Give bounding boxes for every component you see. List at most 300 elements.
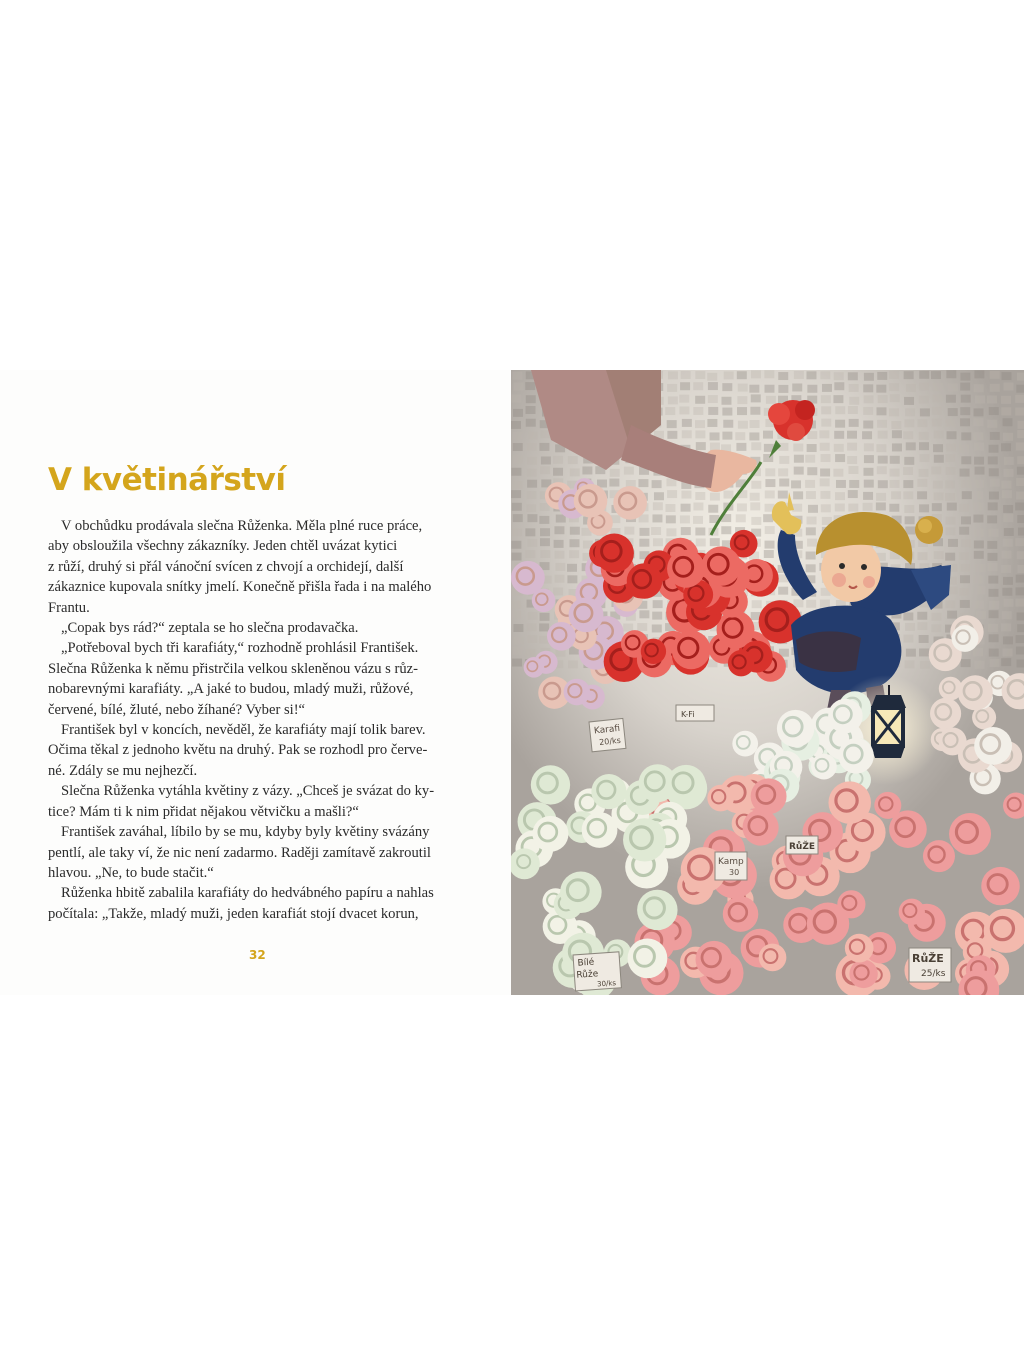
mosaic-tile [539,443,549,451]
mosaic-tile [763,431,773,439]
mosaic-tile [736,514,746,522]
mosaic-tile [652,612,662,620]
mosaic-tile [752,600,762,608]
mosaic-tile [707,419,717,427]
mosaic-tile [681,527,691,535]
mosaic-tile [974,661,984,669]
mosaic-tile [1003,539,1013,547]
mosaic-tile [820,371,830,379]
mosaic-tile [1001,551,1011,559]
mosaic-tile [1015,408,1024,416]
mosaic-tile [707,373,717,381]
mosaic-tile [947,431,957,439]
mosaic-tile [931,371,941,379]
mosaic-tile [723,420,733,428]
mosaic-tile [821,395,831,403]
mosaic-tile [833,469,843,477]
mosaic-tile [722,383,732,391]
mosaic-tile [1003,514,1013,522]
mosaic-tile [962,491,972,499]
mosaic-tile [1017,430,1024,438]
mosaic-tile [864,480,874,488]
mosaic-tile [765,490,775,498]
mosaic-tile [1017,467,1024,475]
mosaic-tile [1018,421,1024,429]
mosaic-tile [987,553,997,561]
mosaic-tile [639,528,649,536]
mosaic-tile [778,491,788,499]
mosaic-tile [806,600,816,608]
mosaic-tile [848,406,858,414]
mosaic-tile [541,456,551,464]
mosaic-tile [512,528,522,536]
mosaic-tile [848,372,858,380]
sign-kamp-price: 30 [729,868,740,877]
mosaic-tile [1017,373,1024,381]
mosaic-tile [1016,478,1024,486]
mosaic-tile [765,479,775,487]
mosaic-tile [708,505,718,513]
text-line: nobarevnými karafiáty. „A jaké to budou, mladý muži, růžové, [48,681,414,698]
mosaic-tile [834,372,844,380]
mosaic-tile [849,419,859,427]
mosaic-tile [987,563,997,571]
mosaic-tile [919,442,929,450]
mosaic-tile [807,516,817,524]
mosaic-tile [555,575,565,583]
mosaic-tile [511,601,521,609]
story-text [48,516,466,924]
mosaic-tile [960,373,970,381]
mosaic-tile [961,456,971,464]
mosaic-tile [526,649,536,657]
mosaic-tile [751,481,761,489]
mosaic-tile [679,406,689,414]
mosaic-tile [525,528,535,536]
mosaic-tile [864,395,874,403]
mosaic-tile [876,385,886,393]
mosaic-tile [751,394,761,402]
mosaic-tile [919,432,929,440]
mosaic-tile [666,515,676,523]
mosaic-tile [878,480,888,488]
mosaic-tile [1001,658,1011,666]
mosaic-tile [652,514,662,522]
mosaic-tile [511,468,521,476]
mosaic-tile [931,613,941,621]
mosaic-tile [737,371,747,379]
mosaic-tile [1016,635,1024,643]
mosaic-tile [807,385,817,393]
mosaic-tile [989,634,999,642]
mosaic-tile [822,384,832,392]
mosaic-tile [1017,565,1024,573]
sign-karafiaty-label: Karafi [593,723,621,737]
mosaic-tile [710,493,720,501]
mosaic-tile [540,528,550,536]
mosaic-tile [959,552,969,560]
mosaic-tile [878,456,888,464]
mosaic-tile [806,491,816,499]
mosaic-tile [1004,599,1014,607]
mosaic-tile [778,372,788,380]
mosaic-tile [947,503,957,511]
mosaic-tile [848,504,858,512]
mosaic-tile [920,661,930,669]
mosaic-tile [527,491,537,499]
mosaic-tile [807,539,817,547]
mosaic-tile [919,469,929,477]
mosaic-tile [665,504,675,512]
mosaic-tile [765,468,775,476]
mosaic-tile [527,539,537,547]
mosaic-tile [904,419,914,427]
mosaic-tile [959,588,969,596]
mosaic-tile [1001,565,1011,573]
mosaic-tile [525,382,535,390]
mosaic-tile [750,420,760,428]
mosaic-tile [987,395,997,403]
mosaic-tile [890,480,900,488]
text-line: Růženka hbitě zabalila karafiáty do hedvábného papíru a nahlas [61,885,434,902]
mosaic-tile [512,503,522,511]
mosaic-tile [526,395,536,403]
mosaic-tile [974,529,984,537]
mosaic-tile [623,624,633,632]
mosaic-tile [960,407,970,415]
mosaic-tile [819,430,829,438]
mosaic-tile [654,492,664,500]
mosaic-tile [933,444,943,452]
mosaic-tile [903,491,913,499]
mosaic-tile [651,527,661,535]
mosaic-tile [1003,469,1013,477]
mosaic-tile [961,395,971,403]
mosaic-tile [1015,395,1024,403]
mosaic-tile [511,611,521,619]
text-line: z růží, druhý si přál vánoční svícen z chvojí a orchidejí, další [48,558,404,575]
mosaic-tile [903,431,913,439]
mosaic-tile [947,611,957,619]
mosaic-tile [1001,396,1011,404]
mosaic-tile [554,526,564,534]
mosaic-tile [959,445,969,453]
mosaic-tile [792,383,802,391]
mosaic-tile [710,443,720,451]
mosaic-tile [836,480,846,488]
sign-kafi [676,705,714,721]
text-line: František zaváhal, líbilo by se mu, kdyby byly květiny svázány [61,824,430,841]
mosaic-tile [945,553,955,561]
mosaic-tile [738,421,748,429]
mosaic-tile [568,660,578,668]
mosaic-tile [904,371,914,379]
mosaic-tile [1017,659,1024,667]
mosaic-tile [990,371,1000,379]
mosaic-tile [624,527,634,535]
mosaic-tile [919,371,929,379]
mosaic-tile [514,637,524,645]
mosaic-tile [905,516,915,524]
mosaic-tile [973,432,983,440]
sign-kamp [715,852,747,880]
mosaic-tile [527,469,537,477]
mosaic-tile [988,576,998,584]
mosaic-tile [1003,418,1013,426]
mosaic-tile [1003,505,1013,513]
mosaic-tile [808,505,818,513]
mosaic-tile [736,443,746,451]
mosaic-tile [931,624,941,632]
mosaic-tile [934,455,944,463]
mosaic-tile [945,480,955,488]
mosaic-tile [891,491,901,499]
mosaic-tile [696,442,706,450]
mosaic-tile [889,383,899,391]
mosaic-tile [553,468,563,476]
mosaic-tile [610,469,620,477]
mosaic-tile [890,469,900,477]
mosaic-tile [932,394,942,402]
mosaic-tile [906,442,916,450]
text-line: hlavou. „Ne, to bude stačit.“ [48,864,214,881]
mosaic-tile [989,610,999,618]
mosaic-tile [989,407,999,415]
mosaic-tile [695,527,705,535]
mosaic-tile [750,493,760,501]
mosaic-tile [1001,372,1011,380]
mosaic-tile [513,432,523,440]
mosaic-tile [904,505,914,513]
mosaic-tile [974,370,984,378]
mosaic-tile [1017,515,1024,523]
mosaic-tile [708,407,718,415]
mosaic-tile [990,659,1000,667]
mosaic-tile [526,504,536,512]
mosaic-tile [513,647,523,655]
mosaic-tile [806,564,816,572]
text-line: pentlí, ale taky ví, že nic není zadarmo. Raději zamítavě zakroutil [48,844,431,861]
sign-ruze-price-label: RůŽE [912,952,944,965]
sign-ruze-small-label: RůŽE [789,842,816,852]
mosaic-tile [847,443,857,451]
page-number: 32 [249,948,266,962]
mosaic-tile [989,529,999,537]
mosaic-tile [638,479,648,487]
mosaic-tile [904,397,914,405]
mosaic-tile [791,480,801,488]
mosaic-tile [511,541,521,549]
mosaic-tile [864,373,874,381]
mosaic-tile [959,504,969,512]
mosaic-tile [695,420,705,428]
mosaic-tile [555,563,565,571]
mosaic-tile [889,408,899,416]
mosaic-tile [667,420,677,428]
mosaic-tile [751,517,761,525]
mosaic-tile [920,408,930,416]
mosaic-tile [945,454,955,462]
mosaic-tile [835,406,845,414]
mosaic-tile [863,407,873,415]
flower-shop-painting [511,370,1024,995]
mosaic-tile [934,431,944,439]
mosaic-tile [568,456,578,464]
mosaic-tile [513,383,523,391]
mosaic-tile [567,564,577,572]
mosaic-tile [862,431,872,439]
mosaic-tile [695,396,705,404]
mosaic-tile [1017,624,1024,632]
mosaic-tile [945,493,955,501]
mosaic-tile [905,660,915,668]
mosaic-tile [847,456,857,464]
mosaic-tile [554,551,564,559]
mosaic-tile [1003,636,1013,644]
mosaic-tile [724,371,734,379]
text-line: František byl v koncích, nevěděl, že karafiáty mají tolik barev. [61,722,426,739]
sign-ruze-price [909,948,951,982]
mosaic-tile [639,610,649,618]
mosaic-tile [960,418,970,426]
mosaic-tile [750,407,760,415]
mosaic-tile [946,395,956,403]
mosaic-tile [835,503,845,511]
mosaic-tile [973,502,983,510]
mosaic-tile [764,385,774,393]
text-line: zákaznice kupovala snítky jmelí. Konečně přišla řada i na malého [48,579,432,596]
mosaic-tile [806,527,816,535]
mosaic-tile [511,490,521,498]
mosaic-tile [919,396,929,404]
book-spread [0,370,1024,995]
mosaic-tile [821,504,831,512]
mosaic-tile [527,457,537,465]
mosaic-tile [569,550,579,558]
text-line: tice? Mám ti k nim přidat nějakou větvičku a mašli?“ [48,803,359,820]
mosaic-tile [973,515,983,523]
mosaic-tile [722,432,732,440]
mosaic-tile [653,502,663,510]
mosaic-tile [975,564,985,572]
mosaic-tile [639,539,649,547]
mosaic-tile [652,480,662,488]
mosaic-tile [511,421,521,429]
mosaic-tile [1003,433,1013,441]
mosaic-tile [693,407,703,415]
mosaic-tile [917,622,927,630]
text-line: „Copak bys rád?“ zeptala se ho slečna prodavačka. [61,620,359,637]
mosaic-tile [987,420,997,428]
mosaic-tile [765,526,775,534]
mosaic-tile [974,418,984,426]
mosaic-tile [527,635,537,643]
mosaic-tile [917,612,927,620]
mosaic-tile [696,538,706,546]
mosaic-tile [877,466,887,474]
mosaic-tile [988,502,998,510]
mosaic-tile [527,480,537,488]
mosaic-tile [946,467,956,475]
mosaic-tile [569,539,579,547]
text-line: Frantu. [48,599,90,616]
mosaic-tile [973,575,983,583]
mosaic-tile [764,370,774,378]
mosaic-tile [751,442,761,450]
mosaic-tile [863,503,873,511]
mosaic-tile [778,385,788,393]
mosaic-tile [1004,528,1014,536]
mosaic-tile [919,504,929,512]
mosaic-tile [724,491,734,499]
mosaic-tile [961,516,971,524]
mosaic-tile [1016,492,1024,500]
mosaic-tile [681,371,691,379]
mosaic-tile [989,649,999,657]
mosaic-tile [878,431,888,439]
mosaic-tile [540,538,550,546]
mosaic-tile [652,624,662,632]
mosaic-tile [834,382,844,390]
mosaic-tile [764,550,774,558]
mosaic-tile [988,589,998,597]
mosaic-tile [821,419,831,427]
mosaic-tile [528,612,538,620]
mosaic-tile [794,467,804,475]
mosaic-tile [974,551,984,559]
mosaic-tile [833,395,843,403]
mosaic-tile [960,383,970,391]
mosaic-tile [526,419,536,427]
mosaic-tile [749,432,759,440]
mosaic-tile [890,394,900,402]
mosaic-tile [974,384,984,392]
mosaic-tile [905,408,915,416]
mosaic-tile [946,517,956,525]
mosaic-tile [948,384,958,392]
text-line: červené, bílé, žluté, nebo žíhané? Vyber si!“ [48,701,306,718]
sign-kamp-label: Kamp [718,857,744,867]
mosaic-tile [932,407,942,415]
mosaic-tile [806,371,816,379]
mosaic-tile [794,455,804,463]
mosaic-tile [526,406,536,414]
mosaic-tile [945,527,955,535]
mosaic-tile [1016,587,1024,595]
mosaic-tile [849,384,859,392]
mosaic-tile [948,408,958,416]
mosaic-tile [903,480,913,488]
mosaic-tile [554,540,564,548]
mosaic-tile [1015,599,1024,607]
mosaic-tile [805,455,815,463]
mosaic-tile [820,478,830,486]
mosaic-tile [988,456,998,464]
mosaic-tile [708,382,718,390]
mosaic-tile [903,467,913,475]
mosaic-tile [540,466,550,474]
mosaic-tile [821,406,831,414]
mosaic-tile [682,430,692,438]
mosaic-tile [1015,502,1024,510]
mosaic-tile [917,419,927,427]
sign-karafiaty-price: 20/ks [598,735,622,748]
mosaic-tile [682,419,692,427]
mosaic-tile [863,492,873,500]
mosaic-tile [1017,551,1024,559]
mosaic-tile [961,432,971,440]
mosaic-tile [582,466,592,474]
